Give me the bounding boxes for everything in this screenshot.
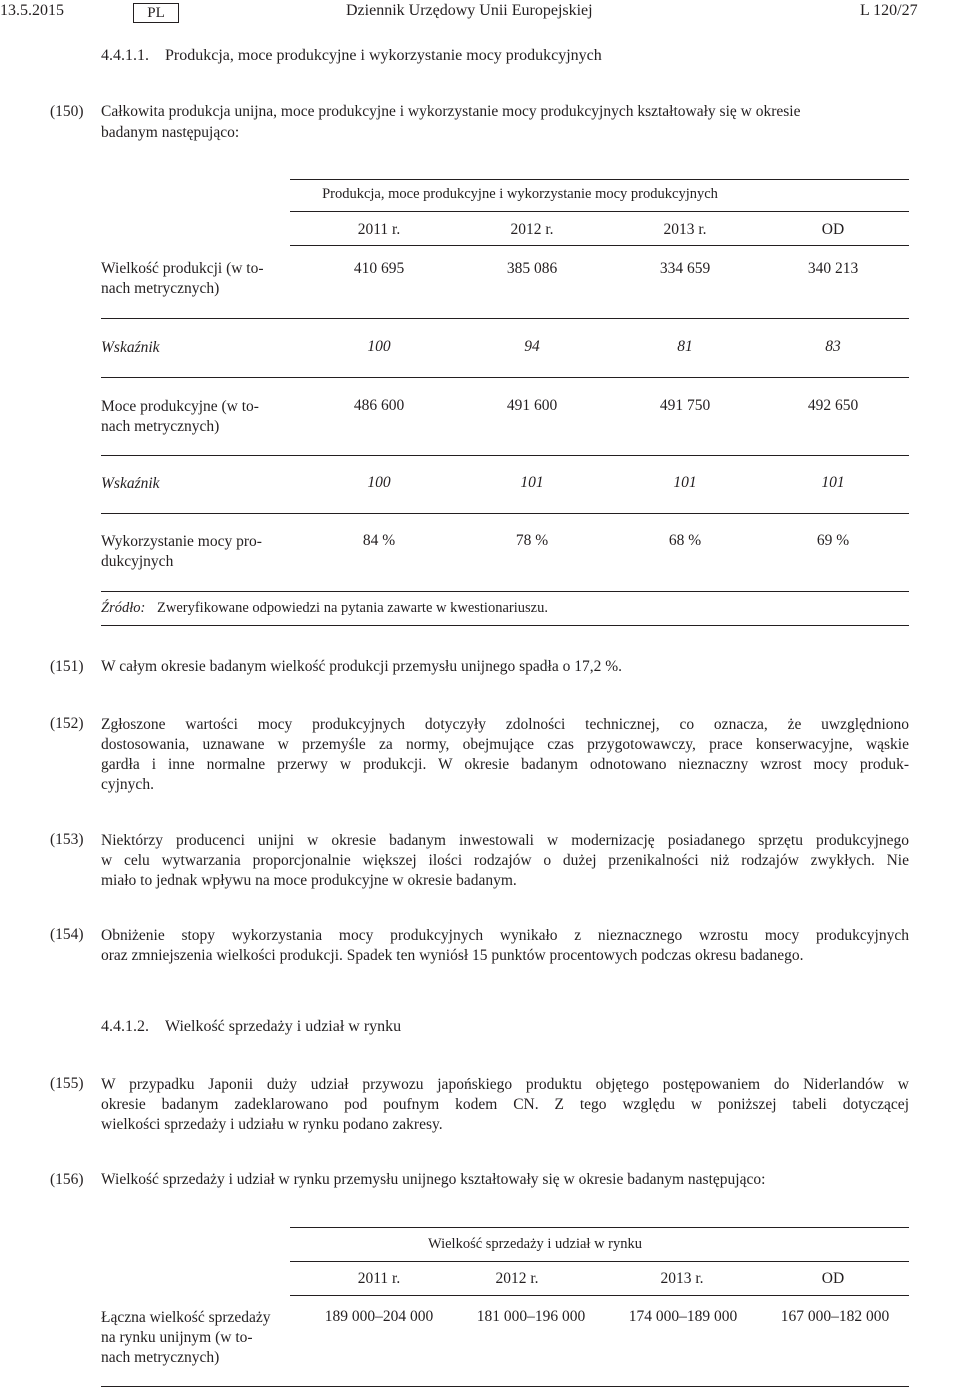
table-cell: 101 (520, 474, 544, 491)
table-cell: 81 (677, 338, 693, 355)
table-cell: 486 600 (353, 397, 405, 414)
table-cell: 174 000–189 000 (628, 1308, 738, 1325)
paragraph-line: Wielkość sprzedaży i udział w rynku przemysłu unijnego kształtowały się w okresie badanym następująco: (101, 1171, 766, 1188)
table-rule (101, 455, 909, 456)
table-caption: Produkcja, moce produkcyjne i wykorzystanie mocy produkcyjnych (322, 186, 718, 202)
table-cell: 189 000–204 000 (324, 1308, 434, 1325)
table-rule (290, 245, 909, 246)
paragraph-number: (152) (50, 715, 84, 732)
row-label: na rynku unijnym (w to- (101, 1329, 253, 1346)
table-cell: 101 (821, 474, 845, 491)
row-label: Moce produkcyjne (w to- (101, 398, 259, 415)
table-cell: 100 (367, 474, 391, 491)
section-title: Produkcja, moce produkcyjne i wykorzystanie mocy produkcyjnych (165, 47, 602, 64)
paragraph-line: Całkowita produkcja unijna, moce produkcyjne i wykorzystanie mocy produkcyjnych kształtowały się w okresie (101, 103, 801, 120)
paragraph-number: (154) (50, 926, 84, 943)
header-date: 13.5.2015 (0, 2, 64, 19)
row-label: Wskaźnik (101, 475, 160, 492)
row-label: dukcyjnych (101, 553, 174, 570)
column-header: 2013 r. (663, 221, 707, 238)
table-rule (101, 513, 909, 514)
paragraph-line: W całym okresie badanym wielkość produkcji przemysłu unijnego spadła o 17,2 %. (101, 658, 622, 675)
table-cell: 385 086 (506, 260, 558, 277)
column-header: 2012 r. (510, 221, 554, 238)
table-rule (101, 1386, 909, 1387)
paragraph-number: (153) (50, 831, 84, 848)
journal-title: Dziennik Urzędowy Unii Europejskiej (346, 2, 593, 19)
table-rule (101, 625, 909, 626)
paragraph-number: (150) (50, 103, 84, 120)
paragraph-body (101, 831, 909, 891)
column-header: OD (821, 1270, 845, 1287)
table-cell: 83 (825, 338, 841, 355)
column-header: 2011 r. (357, 221, 401, 238)
table-rule (101, 591, 909, 592)
table-cell: 340 213 (807, 260, 859, 277)
column-header: 2012 r. (495, 1270, 539, 1287)
paragraph-line: dostosowania, uznawane w przemyśle za normy, obejmujące czas przygotowawczy, prace konserwacyjne, wąskie (101, 736, 909, 753)
table-rule (101, 318, 909, 319)
paragraph-line: w celu wytwarzania proporcjonalnie większej ilości rodzajów o dużej przenikalności niż rodzajów zwykłych. Nie (101, 852, 909, 869)
table-cell: 94 (524, 338, 540, 355)
row-label: Wykorzystanie mocy pro- (101, 533, 262, 550)
row-label: Wskaźnik (101, 339, 160, 356)
paragraph-line: wielkości sprzedaży i udziału w rynku podano zakresy. (101, 1116, 443, 1133)
table-cell: 334 659 (659, 260, 711, 277)
paragraph-line: cyjnych. (101, 776, 154, 793)
section-number: 4.4.1.1. (101, 47, 149, 64)
table-cell: 491 600 (506, 397, 558, 414)
table-cell: 84 % (362, 532, 396, 549)
language-badge: PL (133, 3, 179, 23)
section-number: 4.4.1.2. (101, 1018, 149, 1035)
paragraph-line: oraz zmniejszenia wielkości produkcji. Spadek ten wyniósł 15 punktów procentowych podczas okresu badanego. (101, 947, 804, 964)
table-rule (290, 1227, 909, 1228)
table-rule (290, 179, 909, 180)
paragraph-line: badanym następująco: (101, 124, 240, 141)
paragraph-line: Obniżenie stopy wykorzystania mocy produkcyjnych wynikało z nieznacznego wzrostu mocy produkcyjnych (101, 927, 909, 944)
section-title: Wielkość sprzedaży i udział w rynku (165, 1018, 402, 1035)
table-cell: 410 695 (353, 260, 405, 277)
table-cell: 101 (673, 474, 697, 491)
row-label: nach metrycznych) (101, 418, 220, 435)
table-cell: 78 % (515, 532, 549, 549)
row-label: Wielkość produkcji (w to- (101, 260, 264, 277)
paragraph-line: okresie badanym zadeklarowano pod poufnym kodem CN. Z tego względu w poniższej tabeli dotyczącej (101, 1096, 909, 1113)
table-cell: 69 % (816, 532, 850, 549)
table-rule (290, 1295, 909, 1296)
paragraph-body (101, 1075, 909, 1135)
table-cell: 100 (367, 338, 391, 355)
paragraph-line: Niektórzy producenci unijni w okresie badanym inwestowali w modernizację posiadanego sprzętu produkcyjnego (101, 832, 909, 849)
column-header: OD (821, 221, 845, 238)
row-label: Łączna wielkość sprzedaży (101, 1309, 271, 1326)
source-label: Źródło: (101, 600, 146, 616)
table-cell: 492 650 (807, 397, 859, 414)
paragraph-number: (155) (50, 1075, 84, 1092)
table-cell: 491 750 (659, 397, 711, 414)
table-cell: 68 % (668, 532, 702, 549)
table-cell: 181 000–196 000 (476, 1308, 586, 1325)
table-cell: 167 000–182 000 (780, 1308, 890, 1325)
page-reference: L 120/27 (860, 2, 918, 19)
paragraph-body (101, 715, 909, 795)
paragraph-line: W przypadku Japonii duży udział przywozu japońskiego produktu objętego postępowaniem do Niderlandów w (101, 1076, 909, 1093)
source-note: Zweryfikowane odpowiedzi na pytania zawarte w kwestionariuszu. (157, 600, 548, 616)
paragraph-line: miało to jednak wpływu na moce produkcyjne w okresie badanym. (101, 872, 517, 889)
table-caption: Wielkość sprzedaży i udział w rynku (427, 1236, 643, 1252)
table-rule (101, 377, 909, 378)
paragraph-body (101, 926, 909, 966)
row-label: nach metrycznych) (101, 1349, 220, 1366)
paragraph-line: Zgłoszone wartości mocy produkcyjnych dotyczyły zdolności technicznej, co oznacza, że uwzględniono (101, 716, 909, 733)
column-header: 2013 r. (660, 1270, 704, 1287)
row-label: nach metrycznych) (101, 280, 220, 297)
paragraph-number: (151) (50, 658, 84, 675)
column-header: 2011 r. (357, 1270, 401, 1287)
table-rule (290, 1261, 909, 1262)
paragraph-number: (156) (50, 1171, 84, 1188)
table-rule (290, 211, 909, 212)
paragraph-line: gardła i inne normalne przerwy w produkcji. W okresie badanym odnotowano nieznaczny wzrost mocy produk- (101, 756, 909, 773)
